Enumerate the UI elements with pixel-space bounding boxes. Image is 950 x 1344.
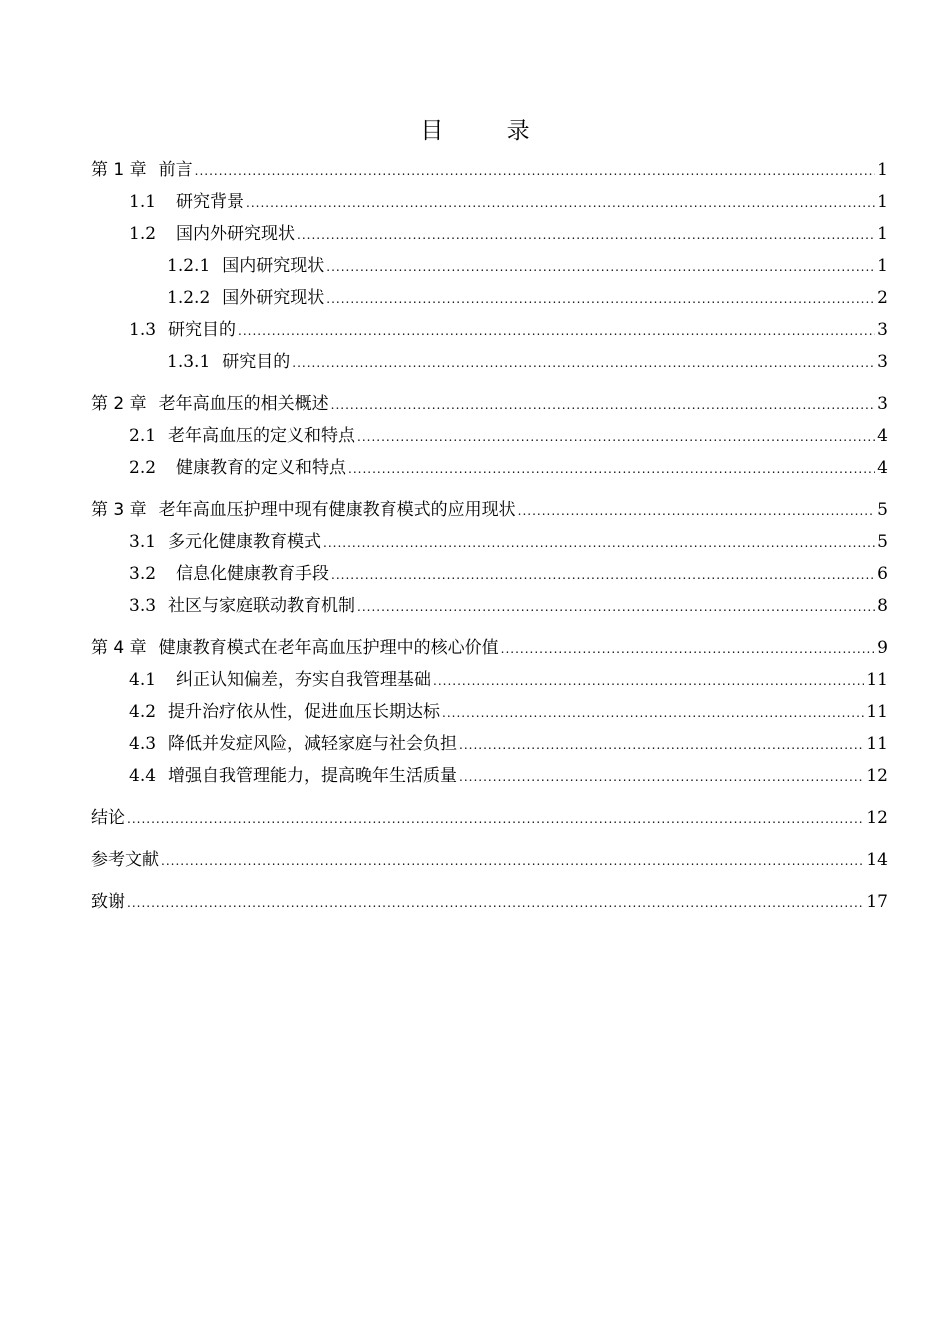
- dot-leader: [442, 697, 864, 729]
- toc-entry-page: 8: [877, 596, 888, 616]
- toc-entry-page: 4: [877, 426, 888, 446]
- toc-entry-page: 12: [866, 766, 888, 786]
- toc-entry-page: 4: [877, 458, 888, 478]
- toc-entry-number: 1.2.1: [167, 256, 211, 276]
- toc-entry-number: 2.1: [129, 426, 157, 446]
- toc-entry-number: 3.1: [129, 532, 157, 552]
- toc-entry-label: 纠正认知偏差，夯实自我管理基础: [176, 670, 432, 690]
- dot-leader: [326, 251, 875, 283]
- toc-entry-number: 1.3: [129, 320, 157, 340]
- toc-entry-section-1-1[interactable]: [91, 186, 888, 218]
- dot-leader: [292, 347, 875, 379]
- toc-entry-page: 14: [866, 850, 888, 870]
- toc-entry-chapter-2[interactable]: [91, 388, 888, 420]
- toc-entry-page: 1: [877, 160, 888, 180]
- toc-entry-label: 参考文献: [91, 850, 159, 870]
- dot-leader: [518, 495, 876, 527]
- toc-entry-number: 1.2.2: [167, 288, 211, 308]
- toc-entry-label: 老年高血压护理中现有健康教育模式的应用现状: [158, 500, 516, 520]
- toc-entry-section-3-2[interactable]: [91, 558, 888, 590]
- dot-leader: [323, 527, 875, 559]
- toc-entry-page: 1: [877, 192, 888, 212]
- dot-leader: [127, 887, 864, 919]
- dot-leader: [195, 155, 876, 187]
- toc-entry-section-3-3[interactable]: [91, 590, 888, 622]
- toc-entry-page: 3: [877, 394, 888, 414]
- toc-entry-page: 12: [866, 808, 888, 828]
- dot-leader: [238, 315, 875, 347]
- toc-entry-section-4-1[interactable]: [91, 664, 888, 696]
- table-of-contents: [91, 154, 888, 918]
- dot-leader: [433, 665, 864, 697]
- toc-entry-page: 3: [877, 352, 888, 372]
- toc-entry-label: 提升治疗依从性，促进血压长期达标: [168, 702, 441, 722]
- dot-leader: [501, 633, 876, 665]
- toc-entry-page: 11: [866, 670, 888, 690]
- toc-title: 目 录: [420, 118, 558, 144]
- toc-entry-section-3-1[interactable]: [91, 526, 888, 558]
- toc-entry-section-1-3-1[interactable]: [91, 346, 888, 378]
- toc-entry-chapter-4[interactable]: [91, 632, 888, 664]
- toc-entry-references[interactable]: [91, 844, 888, 876]
- toc-entry-label: 社区与家庭联动教育机制: [168, 596, 356, 616]
- toc-entry-number: 1.2: [129, 224, 157, 244]
- toc-entry-label: 健康教育模式在老年高血压护理中的核心价值: [158, 638, 499, 658]
- toc-entry-page: 11: [866, 734, 888, 754]
- toc-entry-number: 第 3 章: [91, 500, 147, 520]
- toc-entry-number: 1.1: [129, 192, 157, 212]
- toc-entry-section-2-2[interactable]: [91, 452, 888, 484]
- dot-leader: [331, 389, 876, 421]
- dot-leader: [357, 591, 875, 623]
- toc-entry-label: 结论: [91, 808, 125, 828]
- toc-entry-label: 信息化健康教育手段: [176, 564, 330, 584]
- toc-entry-number: 第 2 章: [91, 394, 147, 414]
- dot-leader: [161, 845, 864, 877]
- toc-entry-page: 6: [877, 564, 888, 584]
- dot-leader: [331, 559, 875, 591]
- toc-entry-label: 国外研究现状: [222, 288, 325, 308]
- toc-entry-label: 研究目的: [222, 352, 291, 372]
- toc-entry-section-4-2[interactable]: [91, 696, 888, 728]
- toc-entry-acknowledgements[interactable]: [91, 886, 888, 918]
- toc-entry-label: 国内研究现状: [222, 256, 325, 276]
- toc-entry-label: 降低并发症风险，减轻家庭与社会负担: [168, 734, 458, 754]
- dot-leader: [246, 187, 875, 219]
- toc-entry-section-4-3[interactable]: [91, 728, 888, 760]
- toc-entry-number: 4.3: [129, 734, 157, 754]
- dot-leader: [459, 729, 864, 761]
- toc-entry-conclusion[interactable]: [91, 802, 888, 834]
- toc-entry-label: 研究目的: [168, 320, 237, 340]
- toc-entry-label: 前言: [158, 160, 193, 180]
- toc-entry-page: 9: [877, 638, 888, 658]
- dot-leader: [348, 453, 875, 485]
- toc-entry-chapter-3[interactable]: [91, 494, 888, 526]
- toc-entry-number: 第 4 章: [91, 638, 147, 658]
- toc-entry-section-2-1[interactable]: [91, 420, 888, 452]
- toc-entry-page: 1: [877, 256, 888, 276]
- toc-entry-page: 1: [877, 224, 888, 244]
- toc-entry-label: 老年高血压的相关概述: [158, 394, 329, 414]
- toc-entry-number: 1.3.1: [167, 352, 211, 372]
- dot-leader: [127, 803, 864, 835]
- toc-entry-section-1-2[interactable]: [91, 218, 888, 250]
- toc-entry-page: 17: [866, 892, 888, 912]
- dot-leader: [357, 421, 875, 453]
- toc-entry-label: 老年高血压的定义和特点: [168, 426, 356, 446]
- toc-entry-label: 增强自我管理能力，提高晚年生活质量: [168, 766, 458, 786]
- dot-leader: [297, 219, 875, 251]
- toc-entry-section-1-2-1[interactable]: [91, 250, 888, 282]
- toc-entry-page: 3: [877, 320, 888, 340]
- toc-entry-page: 5: [877, 500, 888, 520]
- toc-entry-label: 研究背景: [176, 192, 245, 212]
- toc-entry-page: 5: [877, 532, 888, 552]
- toc-entry-label: 健康教育的定义和特点: [176, 458, 347, 478]
- toc-entry-section-4-4[interactable]: [91, 760, 888, 792]
- toc-entry-section-1-2-2[interactable]: [91, 282, 888, 314]
- dot-leader: [459, 761, 864, 793]
- toc-entry-number: 4.4: [129, 766, 157, 786]
- toc-entry-label: 国内外研究现状: [176, 224, 296, 244]
- toc-entry-section-1-3[interactable]: [91, 314, 888, 346]
- toc-entry-number: 3.3: [129, 596, 157, 616]
- toc-entry-page: 11: [866, 702, 888, 722]
- dot-leader: [326, 283, 875, 315]
- toc-entry-number: 3.2: [129, 564, 157, 584]
- toc-entry-number: 4.2: [129, 702, 157, 722]
- toc-entry-number: 第 1 章: [91, 160, 147, 180]
- toc-entry-label: 致谢: [91, 892, 125, 912]
- toc-entry-number: 2.2: [129, 458, 157, 478]
- toc-entry-label: 多元化健康教育模式: [168, 532, 322, 552]
- toc-entry-number: 4.1: [129, 670, 157, 690]
- toc-entry-chapter-1[interactable]: [91, 154, 888, 186]
- toc-entry-page: 2: [877, 288, 888, 308]
